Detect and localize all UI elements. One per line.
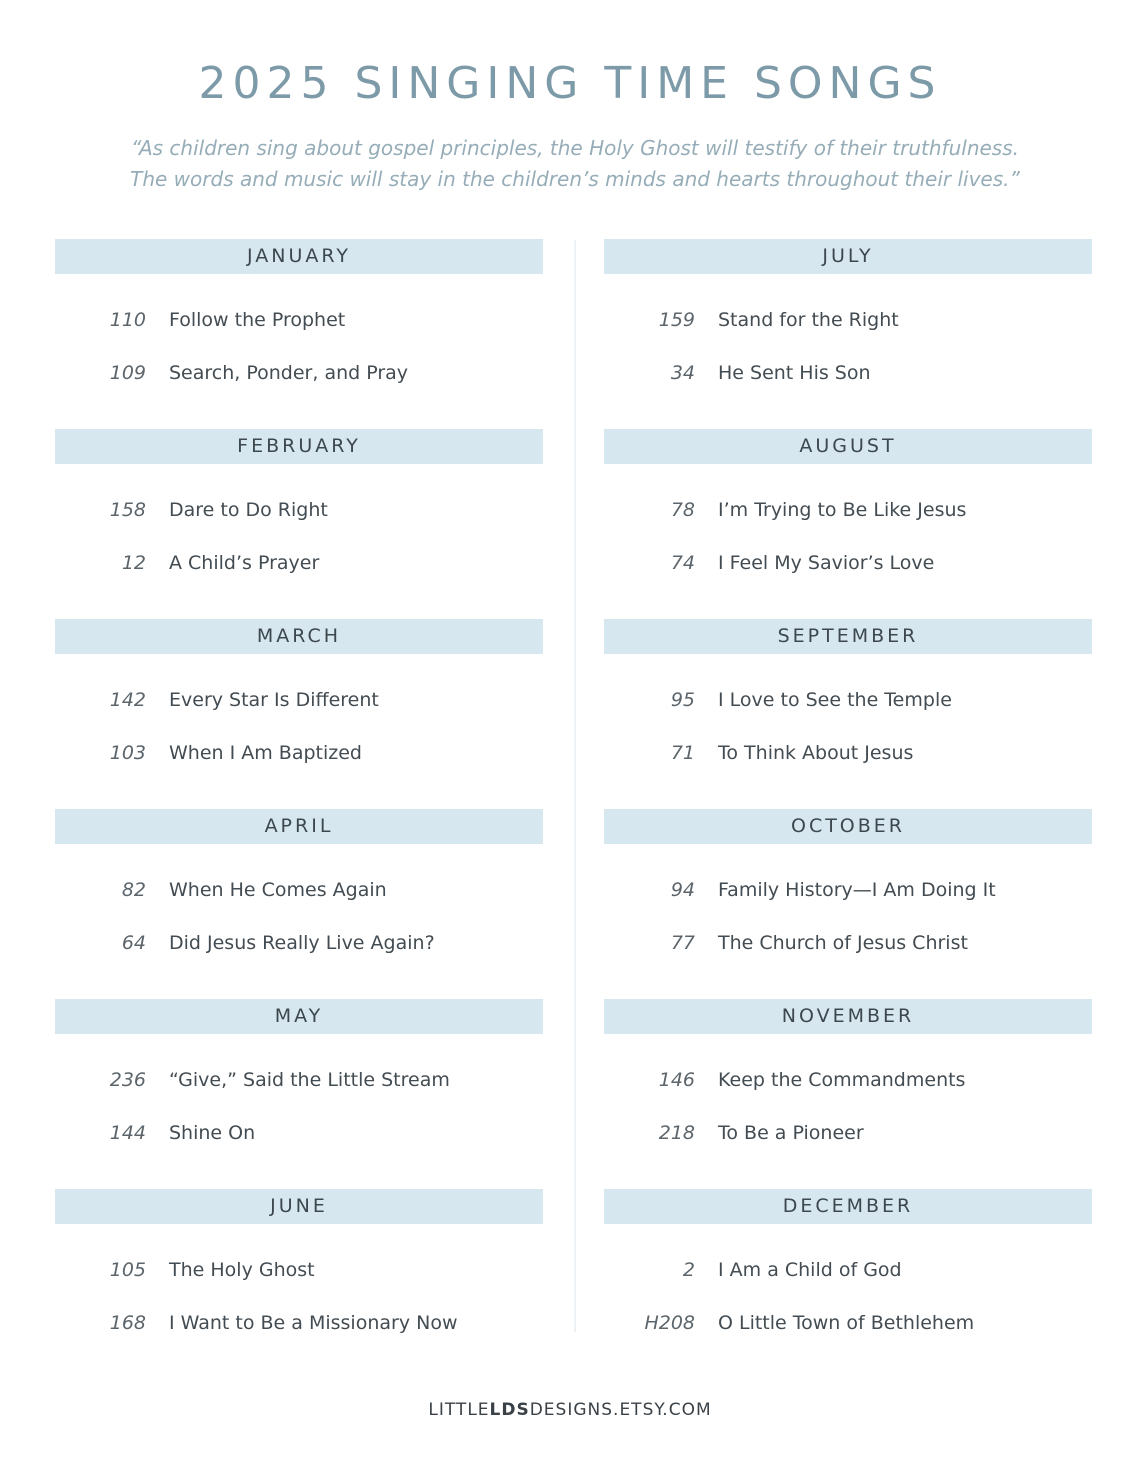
song-number: 144 <box>109 1122 146 1144</box>
song-row <box>55 548 543 578</box>
song-row <box>55 1118 543 1148</box>
right-column <box>604 239 1092 1379</box>
song-title: Dare to Do Right <box>169 499 328 521</box>
song-number: 236 <box>109 1069 146 1091</box>
song-number: 71 <box>670 742 695 764</box>
month-header: SEPTEMBER <box>604 619 1092 654</box>
song-number: 82 <box>121 879 146 901</box>
song-row <box>55 358 543 388</box>
song-title: Follow the Prophet <box>169 309 346 331</box>
song-title: A Child’s Prayer <box>169 552 320 574</box>
month-header: FEBRUARY <box>55 429 543 464</box>
song-title: When I Am Baptized <box>169 742 362 764</box>
intro-quote <box>60 133 1090 195</box>
song-row <box>55 305 543 335</box>
month-header: JANUARY <box>55 239 543 274</box>
left-column <box>55 239 543 1379</box>
month-block <box>55 239 543 429</box>
month-block <box>55 809 543 999</box>
song-title: The Holy Ghost <box>169 1259 315 1281</box>
song-title: I Love to See the Temple <box>718 689 952 711</box>
song-number: 110 <box>109 309 146 331</box>
month-header: MAY <box>55 999 543 1034</box>
song-row <box>604 1065 1092 1095</box>
song-number: 168 <box>109 1312 146 1334</box>
song-number: 142 <box>109 689 146 711</box>
song-row <box>55 875 543 905</box>
song-row <box>604 738 1092 768</box>
song-row <box>604 495 1092 525</box>
song-row <box>604 358 1092 388</box>
month-block <box>604 999 1092 1189</box>
song-title: To Be a Pioneer <box>718 1122 864 1144</box>
month-header: NOVEMBER <box>604 999 1092 1034</box>
song-row <box>604 548 1092 578</box>
song-title: Stand for the Right <box>718 309 899 331</box>
song-number: 109 <box>109 362 146 384</box>
month-block <box>55 429 543 619</box>
song-number: 77 <box>670 932 695 954</box>
song-row <box>604 928 1092 958</box>
song-title: Search, Ponder, and Pray <box>169 362 409 384</box>
song-title: I Want to Be a Missionary Now <box>169 1312 458 1334</box>
song-row <box>604 1255 1092 1285</box>
month-header: AUGUST <box>604 429 1092 464</box>
song-title: He Sent His Son <box>718 362 871 384</box>
song-title: To Think About Jesus <box>718 742 914 764</box>
footer-part-1: LITTLE <box>428 1400 490 1420</box>
song-title: I Am a Child of God <box>718 1259 902 1281</box>
page-title: 2025 SINGING TIME SONGS <box>198 58 942 109</box>
song-row <box>604 1118 1092 1148</box>
song-title: When He Comes Again <box>169 879 387 901</box>
song-number: 218 <box>658 1122 695 1144</box>
month-header: APRIL <box>55 809 543 844</box>
month-block <box>604 1189 1092 1379</box>
song-row <box>55 1308 543 1338</box>
song-title: O Little Town of Bethlehem <box>718 1312 975 1334</box>
song-title: Shine On <box>169 1122 256 1144</box>
song-number: 158 <box>109 499 146 521</box>
month-header: JULY <box>604 239 1092 274</box>
song-number: 103 <box>109 742 146 764</box>
song-number: 78 <box>670 499 695 521</box>
footer-website <box>0 1400 1140 1420</box>
song-title: I Feel My Savior’s Love <box>718 552 935 574</box>
song-row <box>55 928 543 958</box>
month-header: JUNE <box>55 1189 543 1224</box>
song-title: “Give,” Said the Little Stream <box>169 1069 450 1091</box>
song-number: 2 <box>682 1259 695 1281</box>
song-title: Every Star Is Different <box>169 689 379 711</box>
footer-part-2: LDS <box>489 1400 530 1420</box>
song-title: Did Jesus Really Live Again? <box>169 932 435 954</box>
song-number: 74 <box>670 552 695 574</box>
song-number: 146 <box>658 1069 695 1091</box>
song-title: I’m Trying to Be Like Jesus <box>718 499 967 521</box>
song-title: Family History—I Am Doing It <box>718 879 996 901</box>
song-number: 95 <box>670 689 695 711</box>
month-block <box>55 999 543 1189</box>
month-header: OCTOBER <box>604 809 1092 844</box>
month-block <box>604 239 1092 429</box>
song-row <box>55 738 543 768</box>
song-row <box>604 875 1092 905</box>
song-number: 105 <box>109 1259 146 1281</box>
song-number: 12 <box>121 552 146 574</box>
song-row <box>55 685 543 715</box>
song-row <box>55 1065 543 1095</box>
song-title: Keep the Commandments <box>718 1069 966 1091</box>
footer-part-3: DESIGNS.ETSY.COM <box>529 1400 712 1420</box>
column-divider <box>574 240 576 1332</box>
song-row <box>604 685 1092 715</box>
month-header: MARCH <box>55 619 543 654</box>
song-number: 34 <box>670 362 695 384</box>
month-block <box>55 1189 543 1379</box>
month-block <box>604 809 1092 999</box>
month-block <box>55 619 543 809</box>
song-row <box>604 305 1092 335</box>
month-header: DECEMBER <box>604 1189 1092 1224</box>
song-row <box>55 495 543 525</box>
song-row <box>55 1255 543 1285</box>
quote-line-2: The words and music will stay in the children’s minds and hearts throughout their lives.” <box>130 167 1020 191</box>
song-number: 159 <box>658 309 695 331</box>
month-block <box>604 429 1092 619</box>
song-title: The Church of Jesus Christ <box>718 932 968 954</box>
song-number: 94 <box>670 879 695 901</box>
month-block <box>604 619 1092 809</box>
song-row <box>604 1308 1092 1338</box>
quote-line-1: “As children sing about gospel principles, the Holy Ghost will testify of their truthfulness. <box>130 136 1020 160</box>
song-number: 64 <box>121 932 146 954</box>
song-number: H208 <box>644 1312 695 1334</box>
